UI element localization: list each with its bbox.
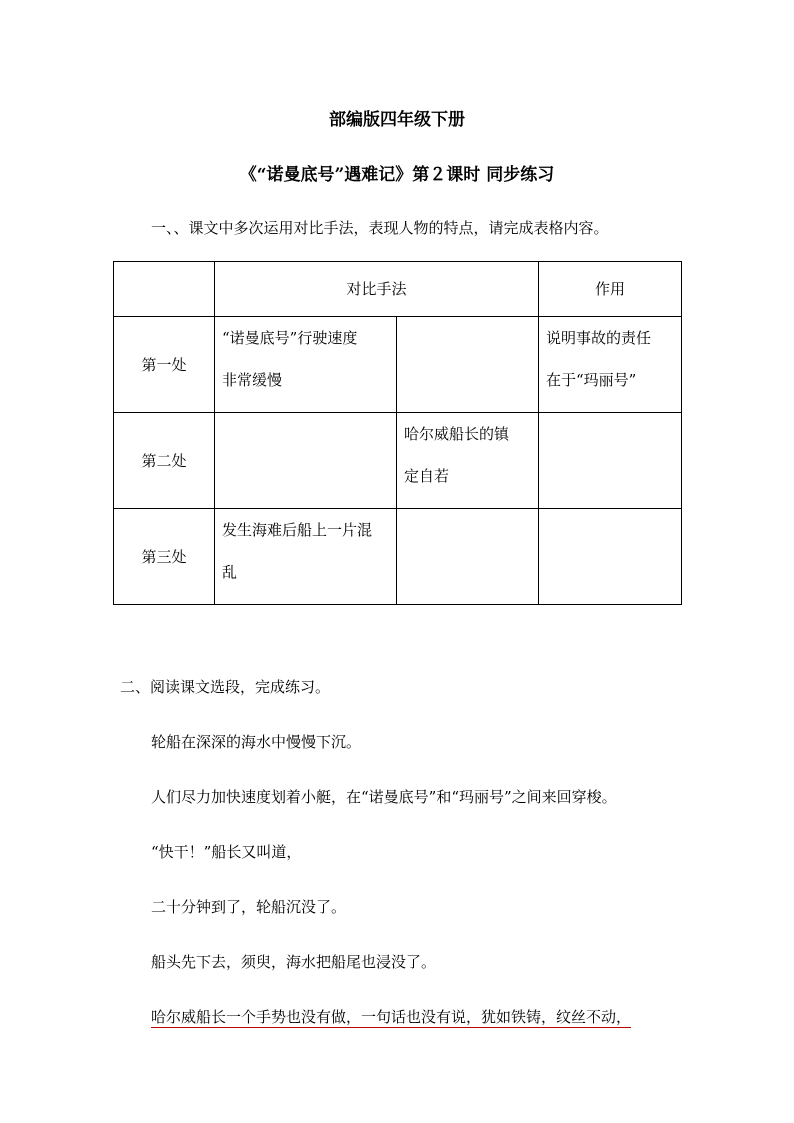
section1-heading: 一、、课文中多次运用对比手法，表现人物的特点，请完成表格内容。: [151, 219, 609, 237]
right-contrast-cell[interactable]: [397, 413, 539, 509]
cell-line: 非常缓慢: [222, 371, 283, 389]
passage-paragraph: 船头先下去，须臾，海水把船尾也浸没了。: [151, 953, 437, 971]
cell-line: 说明事故的责任: [546, 329, 652, 347]
contrast-table: [113, 261, 682, 605]
passage-paragraph: “快干！”船长又叫道，: [151, 843, 302, 861]
row-label: 第三处: [114, 509, 215, 605]
left-contrast-cell[interactable]: [215, 413, 397, 509]
left-contrast-cell[interactable]: [215, 317, 397, 413]
lesson-title: 《“诺曼底号”遇难记》第２课时 同步练习: [239, 165, 555, 185]
effect-cell[interactable]: [539, 413, 682, 509]
underlined-passage-paragraph: 哈尔威船长一个手势也没有做，一句话也没有说，犹如铁铸，纹丝不动，: [151, 1008, 632, 1026]
document-title: 部编版四年级下册: [329, 110, 465, 130]
table-row: [114, 509, 682, 605]
table-header-row: [114, 262, 682, 317]
passage-paragraph: 人们尽力加快速度划着小艇，在“诺曼底号”和“玛丽号”之间来回穿梭。: [151, 788, 617, 806]
right-contrast-cell[interactable]: [397, 317, 539, 413]
passage-paragraph: 二十分钟到了，轮船沉没了。: [151, 898, 347, 916]
effect-cell[interactable]: [539, 317, 682, 413]
effect-cell[interactable]: [539, 509, 682, 605]
cell-line: 乱: [222, 563, 238, 581]
cell-line: 哈尔威船长的镇: [404, 425, 510, 443]
table-row: [114, 317, 682, 413]
row-label: 第一处: [114, 317, 215, 413]
section2-heading: 二、阅读课文选段，完成练习。: [120, 678, 331, 696]
cell-line: 定自若: [404, 467, 450, 485]
cell-line: 发生海难后船上一片混: [222, 521, 373, 539]
row-label: 第二处: [114, 413, 215, 509]
table-corner-cell: [114, 262, 215, 317]
passage-paragraph: 轮船在深深的海水中慢慢下沉。: [151, 733, 362, 751]
header-effect: 作用: [539, 262, 682, 317]
cell-line: “诺曼底号”行驶速度: [222, 329, 358, 347]
table-row: [114, 413, 682, 509]
cell-line: 在于“玛丽号”: [546, 371, 637, 389]
right-contrast-cell[interactable]: [397, 509, 539, 605]
left-contrast-cell[interactable]: [215, 509, 397, 605]
header-contrast: 对比手法: [215, 262, 539, 317]
